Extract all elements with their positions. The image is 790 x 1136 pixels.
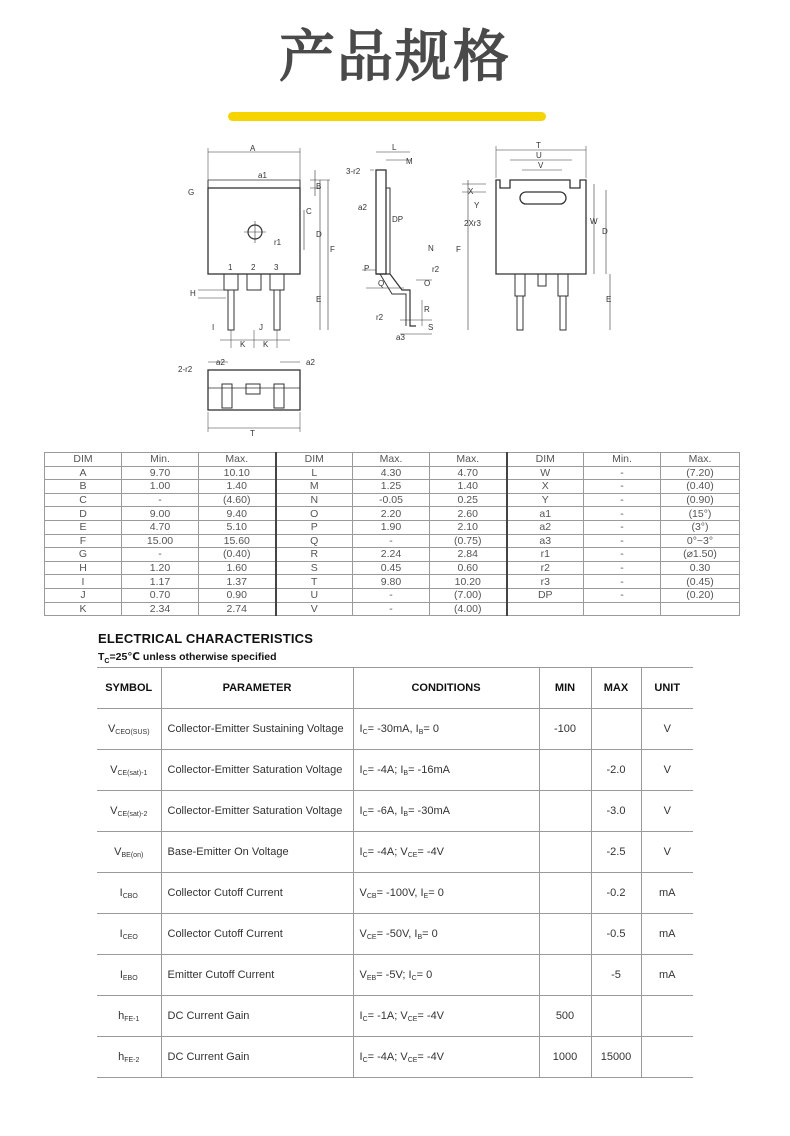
dim-label-e2: E xyxy=(606,295,612,304)
dim-cell: -0.05 xyxy=(353,493,430,507)
symbol-cell: IEBO xyxy=(97,955,161,996)
dim-cell: S xyxy=(276,561,353,575)
dim-cell: - xyxy=(584,561,661,575)
dim-cell: G xyxy=(45,548,122,562)
dim-label-t2: T xyxy=(250,429,255,438)
dim-label-x: X xyxy=(468,187,474,196)
dim-cell: 1.25 xyxy=(353,480,430,494)
max-cell: 15000 xyxy=(591,1037,641,1078)
dim-label-k2: K xyxy=(263,340,269,349)
max-cell xyxy=(591,996,641,1037)
page-title: 产品规格 xyxy=(279,25,511,90)
dim-cell: r3 xyxy=(507,575,584,589)
dim-table-row xyxy=(45,480,740,494)
dim-label-h: H xyxy=(190,289,196,298)
max-cell: -2.0 xyxy=(591,750,641,791)
electrical-row xyxy=(97,791,693,832)
dim-cell: 1.90 xyxy=(353,520,430,534)
dim-cell: a1 xyxy=(507,507,584,521)
dim-cell: 1.17 xyxy=(122,575,199,589)
parameter-cell: Base-Emitter On Voltage xyxy=(161,832,353,873)
dim-cell: O xyxy=(276,507,353,521)
dim-cell: (7.00) xyxy=(430,588,507,602)
dim-cell: (4.60) xyxy=(199,493,276,507)
dim-cell: r1 xyxy=(507,548,584,562)
dim-label-o: O xyxy=(424,279,431,288)
side-view xyxy=(346,143,440,342)
pin-label-2: 2 xyxy=(251,263,256,272)
dim-cell: 4.70 xyxy=(122,520,199,534)
dim-cell: - xyxy=(584,534,661,548)
electrical-row xyxy=(97,709,693,750)
dim-cell: - xyxy=(584,493,661,507)
dim-cell: 5.10 xyxy=(199,520,276,534)
dim-table-row xyxy=(45,561,740,575)
dim-cell: - xyxy=(584,520,661,534)
dim-cell: - xyxy=(122,548,199,562)
min-cell: -100 xyxy=(539,709,591,750)
dim-cell: - xyxy=(584,466,661,480)
dim-label-2r2: 2-r2 xyxy=(178,365,193,374)
dim-cell: (15°) xyxy=(661,507,740,521)
dim-cell: W xyxy=(507,466,584,480)
dim-cell: 9.80 xyxy=(353,575,430,589)
dim-cell: 2.20 xyxy=(353,507,430,521)
electrical-table xyxy=(97,667,693,1078)
dim-cell: 15.60 xyxy=(199,534,276,548)
dim-cell: 2.34 xyxy=(122,602,199,616)
min-cell xyxy=(539,832,591,873)
dim-label-r: R xyxy=(424,305,430,314)
dim-header-cell: Max. xyxy=(353,453,430,467)
unit-cell: mA xyxy=(641,955,693,996)
dim-cell: N xyxy=(276,493,353,507)
max-cell: -2.5 xyxy=(591,832,641,873)
dim-table-row xyxy=(45,520,740,534)
dim-cell: 1.00 xyxy=(122,480,199,494)
dim-cell: - xyxy=(584,548,661,562)
dim-cell: 1.20 xyxy=(122,561,199,575)
min-cell xyxy=(539,955,591,996)
unit-cell: V xyxy=(641,709,693,750)
dim-cell: I xyxy=(45,575,122,589)
dim-cell: a2 xyxy=(507,520,584,534)
electrical-conditions: $T_C=25℃$ unless otherwise specified xyxy=(98,651,277,666)
dim-label-u: U xyxy=(536,151,542,160)
dim-label-d: D xyxy=(316,230,322,239)
dim-label-2xr3: 2Xr3 xyxy=(464,219,481,228)
dim-cell: 0.60 xyxy=(430,561,507,575)
electrical-header-cell: MAX xyxy=(591,668,641,709)
dim-cell: (0.40) xyxy=(199,548,276,562)
dim-label-p: P xyxy=(364,264,370,273)
electrical-row xyxy=(97,873,693,914)
dim-table-row xyxy=(45,507,740,521)
dim-cell: (0.40) xyxy=(661,480,740,494)
dim-cell: 4.70 xyxy=(430,466,507,480)
pin-label-1: 1 xyxy=(228,263,233,272)
dim-label-r2b: r2 xyxy=(376,313,384,322)
max-cell: -0.2 xyxy=(591,873,641,914)
dim-label-a2: a2 xyxy=(358,203,367,212)
dim-label-n: N xyxy=(428,244,434,253)
dim-label-dp: DP xyxy=(392,215,404,224)
dim-cell xyxy=(584,602,661,616)
back-view xyxy=(456,141,611,330)
conditions-cell: IC= -6A, IB= -30mA xyxy=(353,791,539,832)
dim-cell: 0.70 xyxy=(122,588,199,602)
dim-table-row xyxy=(45,588,740,602)
dim-cell: M xyxy=(276,480,353,494)
dim-cell: 1.40 xyxy=(199,480,276,494)
dim-label-3r2: 3-r2 xyxy=(346,167,361,176)
dim-cell: A xyxy=(45,466,122,480)
dim-table-row xyxy=(45,534,740,548)
dim-label-a1: a1 xyxy=(258,171,267,180)
dim-cell: a3 xyxy=(507,534,584,548)
dim-cell: - xyxy=(584,575,661,589)
unit-cell: mA xyxy=(641,873,693,914)
electrical-header-cell: UNIT xyxy=(641,668,693,709)
dim-label-j: J xyxy=(259,323,263,332)
unit-cell xyxy=(641,996,693,1037)
parameter-cell: DC Current Gain xyxy=(161,1037,353,1078)
unit-cell: V xyxy=(641,791,693,832)
dim-cell: V xyxy=(276,602,353,616)
dim-label-l: L xyxy=(392,143,397,152)
symbol-cell: ICBO xyxy=(97,873,161,914)
dim-table-row xyxy=(45,602,740,616)
dim-label-a3: a3 xyxy=(396,333,405,342)
dim-label-w: W xyxy=(590,217,598,226)
package-outline-drawing xyxy=(170,140,630,440)
dim-cell: 0.90 xyxy=(199,588,276,602)
dim-header-cell: Max. xyxy=(430,453,507,467)
dim-cell: 0.45 xyxy=(353,561,430,575)
electrical-row xyxy=(97,832,693,873)
dim-label-r2a: r2 xyxy=(432,265,440,274)
conditions-cell: VCB= -100V, IE= 0 xyxy=(353,873,539,914)
dim-table-header xyxy=(45,453,740,467)
dim-label-r1: r1 xyxy=(274,238,282,247)
electrical-row xyxy=(97,1037,693,1078)
min-cell xyxy=(539,791,591,832)
conditions-cell: IC= -4A; VCE= -4V xyxy=(353,1037,539,1078)
dim-label-v: V xyxy=(538,161,544,170)
max-cell xyxy=(591,709,641,750)
electrical-header-cell: PARAMETER xyxy=(161,668,353,709)
dim-label-a2b: a2 xyxy=(306,358,315,367)
dim-label-b: B xyxy=(316,182,322,191)
min-cell: 1000 xyxy=(539,1037,591,1078)
dim-label-e: E xyxy=(316,295,322,304)
dim-cell: X xyxy=(507,480,584,494)
conditions-cell: VEB= -5V; IC= 0 xyxy=(353,955,539,996)
dim-cell: L xyxy=(276,466,353,480)
dim-header-cell: Min. xyxy=(122,453,199,467)
dim-cell: F xyxy=(45,534,122,548)
symbol-cell: VCE(sat)-2 xyxy=(97,791,161,832)
symbol-cell: ICEO xyxy=(97,914,161,955)
symbol-cell: hFE-2 xyxy=(97,1037,161,1078)
dim-cell: C xyxy=(45,493,122,507)
parameter-cell: Collector Cutoff Current xyxy=(161,914,353,955)
electrical-header-cell: MIN xyxy=(539,668,591,709)
conditions-cell: IC= -4A; VCE= -4V xyxy=(353,832,539,873)
dim-cell: 9.00 xyxy=(122,507,199,521)
dim-cell: 2.60 xyxy=(430,507,507,521)
dim-cell: 0.30 xyxy=(661,561,740,575)
dim-table-row xyxy=(45,493,740,507)
symbol-cell: hFE-1 xyxy=(97,996,161,1037)
dim-cell: (0.75) xyxy=(430,534,507,548)
dim-header-cell: Min. xyxy=(584,453,661,467)
dim-label-m: M xyxy=(406,157,413,166)
dim-header-cell: DIM xyxy=(507,453,584,467)
dim-label-d2: D xyxy=(602,227,608,236)
dim-cell: 1.37 xyxy=(199,575,276,589)
dim-cell xyxy=(661,602,740,616)
dim-cell: - xyxy=(584,588,661,602)
dim-cell: D xyxy=(45,507,122,521)
dim-cell: K xyxy=(45,602,122,616)
unit-cell: mA xyxy=(641,914,693,955)
dim-label-g: G xyxy=(188,188,195,197)
min-cell xyxy=(539,914,591,955)
min-cell: 500 xyxy=(539,996,591,1037)
dim-cell: 9.40 xyxy=(199,507,276,521)
dim-cell: 10.20 xyxy=(430,575,507,589)
electrical-row xyxy=(97,914,693,955)
dim-cell: 0.25 xyxy=(430,493,507,507)
dim-label-i: I xyxy=(212,323,215,332)
dim-cell: 2.24 xyxy=(353,548,430,562)
dim-cell: (0.20) xyxy=(661,588,740,602)
dim-cell: - xyxy=(353,534,430,548)
symbol-cell: VBE(on) xyxy=(97,832,161,873)
conditions-cell: IC= -1A; VCE= -4V xyxy=(353,996,539,1037)
bottom-view xyxy=(178,358,315,438)
dim-cell: r2 xyxy=(507,561,584,575)
dim-cell: - xyxy=(353,588,430,602)
dim-cell: B xyxy=(45,480,122,494)
electrical-header-cell: CONDITIONS xyxy=(353,668,539,709)
dim-cell: - xyxy=(584,480,661,494)
dim-cell: U xyxy=(276,588,353,602)
conditions-cell: IC= -4A; IB= -16mA xyxy=(353,750,539,791)
dim-cell: 2.84 xyxy=(430,548,507,562)
symbol-cell: VCE(sat)-1 xyxy=(97,750,161,791)
max-cell: -5 xyxy=(591,955,641,996)
front-view xyxy=(188,144,335,349)
dim-cell: 1.60 xyxy=(199,561,276,575)
electrical-row xyxy=(97,996,693,1037)
dim-label-f: F xyxy=(330,245,335,254)
dim-cell: Y xyxy=(507,493,584,507)
min-cell xyxy=(539,750,591,791)
dim-cell: (3°) xyxy=(661,520,740,534)
dim-label-y: Y xyxy=(474,201,480,210)
pin-label-3: 3 xyxy=(274,263,279,272)
dim-cell: 2.74 xyxy=(199,602,276,616)
parameter-cell: Collector Cutoff Current xyxy=(161,873,353,914)
electrical-header-cell: SYMBOL xyxy=(97,668,161,709)
dim-cell: E xyxy=(45,520,122,534)
min-cell xyxy=(539,873,591,914)
symbol-cell: VCEO(SUS) xyxy=(97,709,161,750)
max-cell: -3.0 xyxy=(591,791,641,832)
dim-label-f2: F xyxy=(456,245,461,254)
parameter-cell: Collector-Emitter Saturation Voltage xyxy=(161,791,353,832)
dim-cell: (⌀1.50) xyxy=(661,548,740,562)
dim-cell: (4.00) xyxy=(430,602,507,616)
dim-cell: (0.90) xyxy=(661,493,740,507)
parameter-cell: Collector-Emitter Saturation Voltage xyxy=(161,750,353,791)
dim-cell: 15.00 xyxy=(122,534,199,548)
electrical-row xyxy=(97,955,693,996)
dim-cell: 1.40 xyxy=(430,480,507,494)
dim-label-k1: K xyxy=(240,340,246,349)
dim-label-q: Q xyxy=(378,279,385,288)
parameter-cell: Collector-Emitter Sustaining Voltage xyxy=(161,709,353,750)
dim-table-row xyxy=(45,575,740,589)
dim-label-c: C xyxy=(306,207,312,216)
parameter-cell: DC Current Gain xyxy=(161,996,353,1037)
unit-cell xyxy=(641,1037,693,1078)
dim-cell: 2.10 xyxy=(430,520,507,534)
dim-cell xyxy=(507,602,584,616)
dim-cell: Q xyxy=(276,534,353,548)
dim-label-a2a: a2 xyxy=(216,358,225,367)
dim-cell: T xyxy=(276,575,353,589)
dim-header-cell: Max. xyxy=(661,453,740,467)
dim-header-cell: DIM xyxy=(45,453,122,467)
parameter-cell: Emitter Cutoff Current xyxy=(161,955,353,996)
dim-table-row xyxy=(45,548,740,562)
conditions-cell: VCE= -50V, IB= 0 xyxy=(353,914,539,955)
dim-cell: H xyxy=(45,561,122,575)
dim-cell: (7.20) xyxy=(661,466,740,480)
dim-table-row xyxy=(45,466,740,480)
unit-cell: V xyxy=(641,750,693,791)
electrical-title: ELECTRICAL CHARACTERISTICS xyxy=(98,631,314,646)
dim-cell: P xyxy=(276,520,353,534)
dim-cell: (0.45) xyxy=(661,575,740,589)
dim-header-cell: Max. xyxy=(199,453,276,467)
dim-cell: - xyxy=(584,507,661,521)
dim-label-t: T xyxy=(536,141,541,150)
electrical-row xyxy=(97,750,693,791)
dim-cell: 0°~3° xyxy=(661,534,740,548)
dim-cell: DP xyxy=(507,588,584,602)
dim-cell: J xyxy=(45,588,122,602)
dim-header-cell: DIM xyxy=(276,453,353,467)
dim-cell: 9.70 xyxy=(122,466,199,480)
dim-cell: R xyxy=(276,548,353,562)
electrical-header-row xyxy=(97,668,693,709)
dim-cell: 10.10 xyxy=(199,466,276,480)
dim-cell: - xyxy=(353,602,430,616)
conditions-cell: IC= -30mA, IB= 0 xyxy=(353,709,539,750)
title-underline xyxy=(228,112,546,121)
dim-cell: 4.30 xyxy=(353,466,430,480)
dim-label-a: A xyxy=(250,144,256,153)
max-cell: -0.5 xyxy=(591,914,641,955)
dim-cell: - xyxy=(122,493,199,507)
dim-label-s: S xyxy=(428,323,434,332)
unit-cell: V xyxy=(641,832,693,873)
dimension-table xyxy=(44,452,740,616)
